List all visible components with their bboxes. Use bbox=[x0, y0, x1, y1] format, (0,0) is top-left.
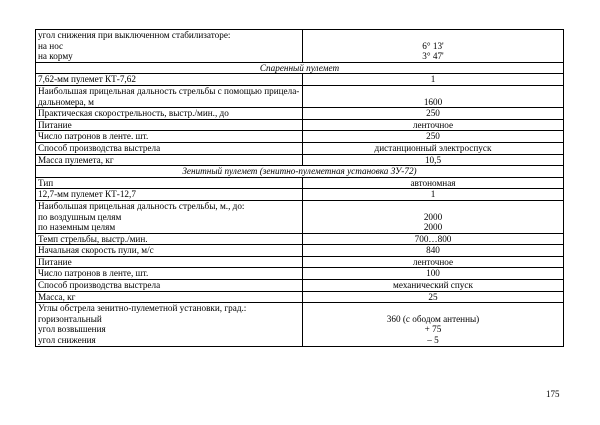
value-text: 1600 bbox=[423, 96, 443, 107]
value-text: 1 bbox=[430, 189, 436, 200]
value-cell bbox=[303, 142, 564, 154]
parameter-cell bbox=[36, 142, 303, 154]
value-text: 2000 bbox=[423, 211, 443, 222]
table-row bbox=[36, 200, 564, 233]
table-row bbox=[36, 74, 564, 86]
table-row bbox=[36, 142, 564, 154]
parameter-text: Углы обстрела зенитно-пулеметной установки, град.: bbox=[38, 303, 247, 314]
value-text: механический спуск bbox=[393, 280, 473, 291]
value-text: автономная bbox=[410, 177, 456, 188]
parameter-cell bbox=[36, 303, 303, 346]
section-title: Спаренный пулемет bbox=[36, 62, 564, 74]
value-text: ленточное bbox=[412, 256, 454, 267]
section-title: Зенитный пулемет (зенитно-пулеметная установка ЗУ-72) bbox=[36, 166, 564, 178]
value-cell bbox=[303, 154, 564, 166]
value-text: + 75 bbox=[424, 324, 442, 335]
table-row bbox=[36, 30, 564, 63]
parameter-cell bbox=[36, 154, 303, 166]
value-text: дистанционный электроспуск bbox=[374, 142, 492, 153]
table-row bbox=[36, 245, 564, 257]
value-cell bbox=[303, 74, 564, 86]
parameter-text: на корму bbox=[38, 51, 73, 62]
section-header-row bbox=[36, 62, 564, 74]
parameter-cell bbox=[36, 108, 303, 120]
table-row bbox=[36, 268, 564, 280]
parameter-text: Тип bbox=[38, 177, 54, 188]
parameter-text: Наибольшая прицельная дальность стрельбы, м., до: bbox=[38, 200, 245, 211]
value-text bbox=[305, 303, 561, 314]
value-cell bbox=[303, 291, 564, 303]
table-row bbox=[36, 280, 564, 292]
value-text: 840 bbox=[426, 245, 440, 256]
value-text: 25 bbox=[428, 291, 438, 302]
parameter-text: Число патронов в ленте. шт. bbox=[38, 131, 149, 142]
parameter-text: Масса пулемета, кг bbox=[38, 154, 114, 165]
table-row bbox=[36, 108, 564, 120]
value-text: 250 bbox=[426, 131, 440, 142]
section-header-row bbox=[36, 166, 564, 178]
parameter-cell bbox=[36, 256, 303, 268]
parameter-cell bbox=[36, 291, 303, 303]
table-row bbox=[36, 119, 564, 131]
value-cell bbox=[303, 30, 564, 63]
parameter-text: Питание bbox=[38, 119, 72, 130]
parameter-text: угол снижения bbox=[38, 335, 96, 346]
table-row bbox=[36, 177, 564, 189]
value-text: 10,5 bbox=[424, 154, 442, 165]
parameter-text: Способ производства выстрела bbox=[38, 280, 161, 291]
value-cell bbox=[303, 245, 564, 257]
value-text: 100 bbox=[426, 268, 440, 279]
value-text bbox=[305, 30, 561, 41]
value-text bbox=[305, 86, 561, 97]
parameter-cell bbox=[36, 268, 303, 280]
spec-table-container bbox=[35, 29, 564, 347]
value-cell bbox=[303, 177, 564, 189]
value-cell bbox=[303, 108, 564, 120]
value-cell bbox=[303, 256, 564, 268]
table-row bbox=[36, 233, 564, 245]
table-row bbox=[36, 154, 564, 166]
parameter-cell bbox=[36, 119, 303, 131]
parameter-text: угол снижения при выключенном стабилизаторе: bbox=[38, 30, 231, 40]
page-number: 175 bbox=[546, 389, 560, 399]
value-text: 250 bbox=[426, 108, 440, 119]
value-text: 2000 bbox=[423, 222, 443, 233]
parameter-cell bbox=[36, 85, 303, 107]
parameter-cell bbox=[36, 189, 303, 201]
table-row bbox=[36, 256, 564, 268]
value-text: 6° 13' bbox=[422, 40, 444, 51]
parameter-cell bbox=[36, 200, 303, 233]
parameter-cell bbox=[36, 233, 303, 245]
parameter-cell bbox=[36, 74, 303, 86]
value-cell bbox=[303, 200, 564, 233]
value-cell bbox=[303, 189, 564, 201]
parameter-text: 12,7-мм пулемет КТ-12,7 bbox=[38, 189, 136, 200]
parameter-text: Число патронов в ленте, шт. bbox=[38, 268, 149, 279]
parameter-text: 7,62-мм пулемет КТ-7,62 bbox=[38, 74, 136, 85]
parameter-text: горизонтальный bbox=[38, 313, 102, 324]
parameter-cell bbox=[36, 245, 303, 257]
parameter-text: Практическая скорострельность, выстр./мин., до bbox=[38, 108, 229, 119]
parameter-text: Начальная скорость пули, м/с bbox=[38, 245, 154, 256]
value-text: 1 bbox=[430, 74, 436, 85]
spec-table-body bbox=[36, 30, 564, 347]
value-cell bbox=[303, 233, 564, 245]
table-row bbox=[36, 291, 564, 303]
value-text bbox=[305, 201, 561, 212]
value-cell bbox=[303, 303, 564, 346]
value-text: 3° 47' bbox=[422, 51, 444, 62]
table-row bbox=[36, 189, 564, 201]
parameter-cell bbox=[36, 30, 303, 63]
parameter-cell bbox=[36, 131, 303, 143]
value-cell bbox=[303, 131, 564, 143]
parameter-text: Питание bbox=[38, 256, 72, 267]
table-row bbox=[36, 303, 564, 346]
table-row bbox=[36, 85, 564, 107]
value-cell bbox=[303, 268, 564, 280]
parameter-text: Темп стрельбы, выстр./мин. bbox=[38, 233, 148, 244]
parameter-text: по наземным целям bbox=[38, 222, 116, 233]
value-text: 360 (с ободом антенны) bbox=[386, 313, 480, 324]
value-cell bbox=[303, 85, 564, 107]
parameter-text: Наибольшая прицельная дальность стрельбы с помощью прицела-дальномера, м bbox=[38, 85, 300, 107]
parameter-text: угол возвышения bbox=[38, 324, 106, 335]
parameter-text: на нос bbox=[38, 40, 64, 51]
parameter-text: Способ производства выстрела bbox=[38, 142, 161, 153]
value-text: – 5 bbox=[427, 335, 439, 346]
parameter-text: по воздушным целям bbox=[38, 211, 122, 222]
parameter-cell bbox=[36, 177, 303, 189]
spec-table bbox=[35, 29, 564, 347]
table-row bbox=[36, 131, 564, 143]
parameter-cell bbox=[36, 280, 303, 292]
value-text: 700…800 bbox=[414, 233, 452, 244]
parameter-text: Масса, кг bbox=[38, 291, 76, 302]
value-text: ленточное bbox=[412, 119, 454, 130]
value-cell bbox=[303, 119, 564, 131]
value-cell bbox=[303, 280, 564, 292]
